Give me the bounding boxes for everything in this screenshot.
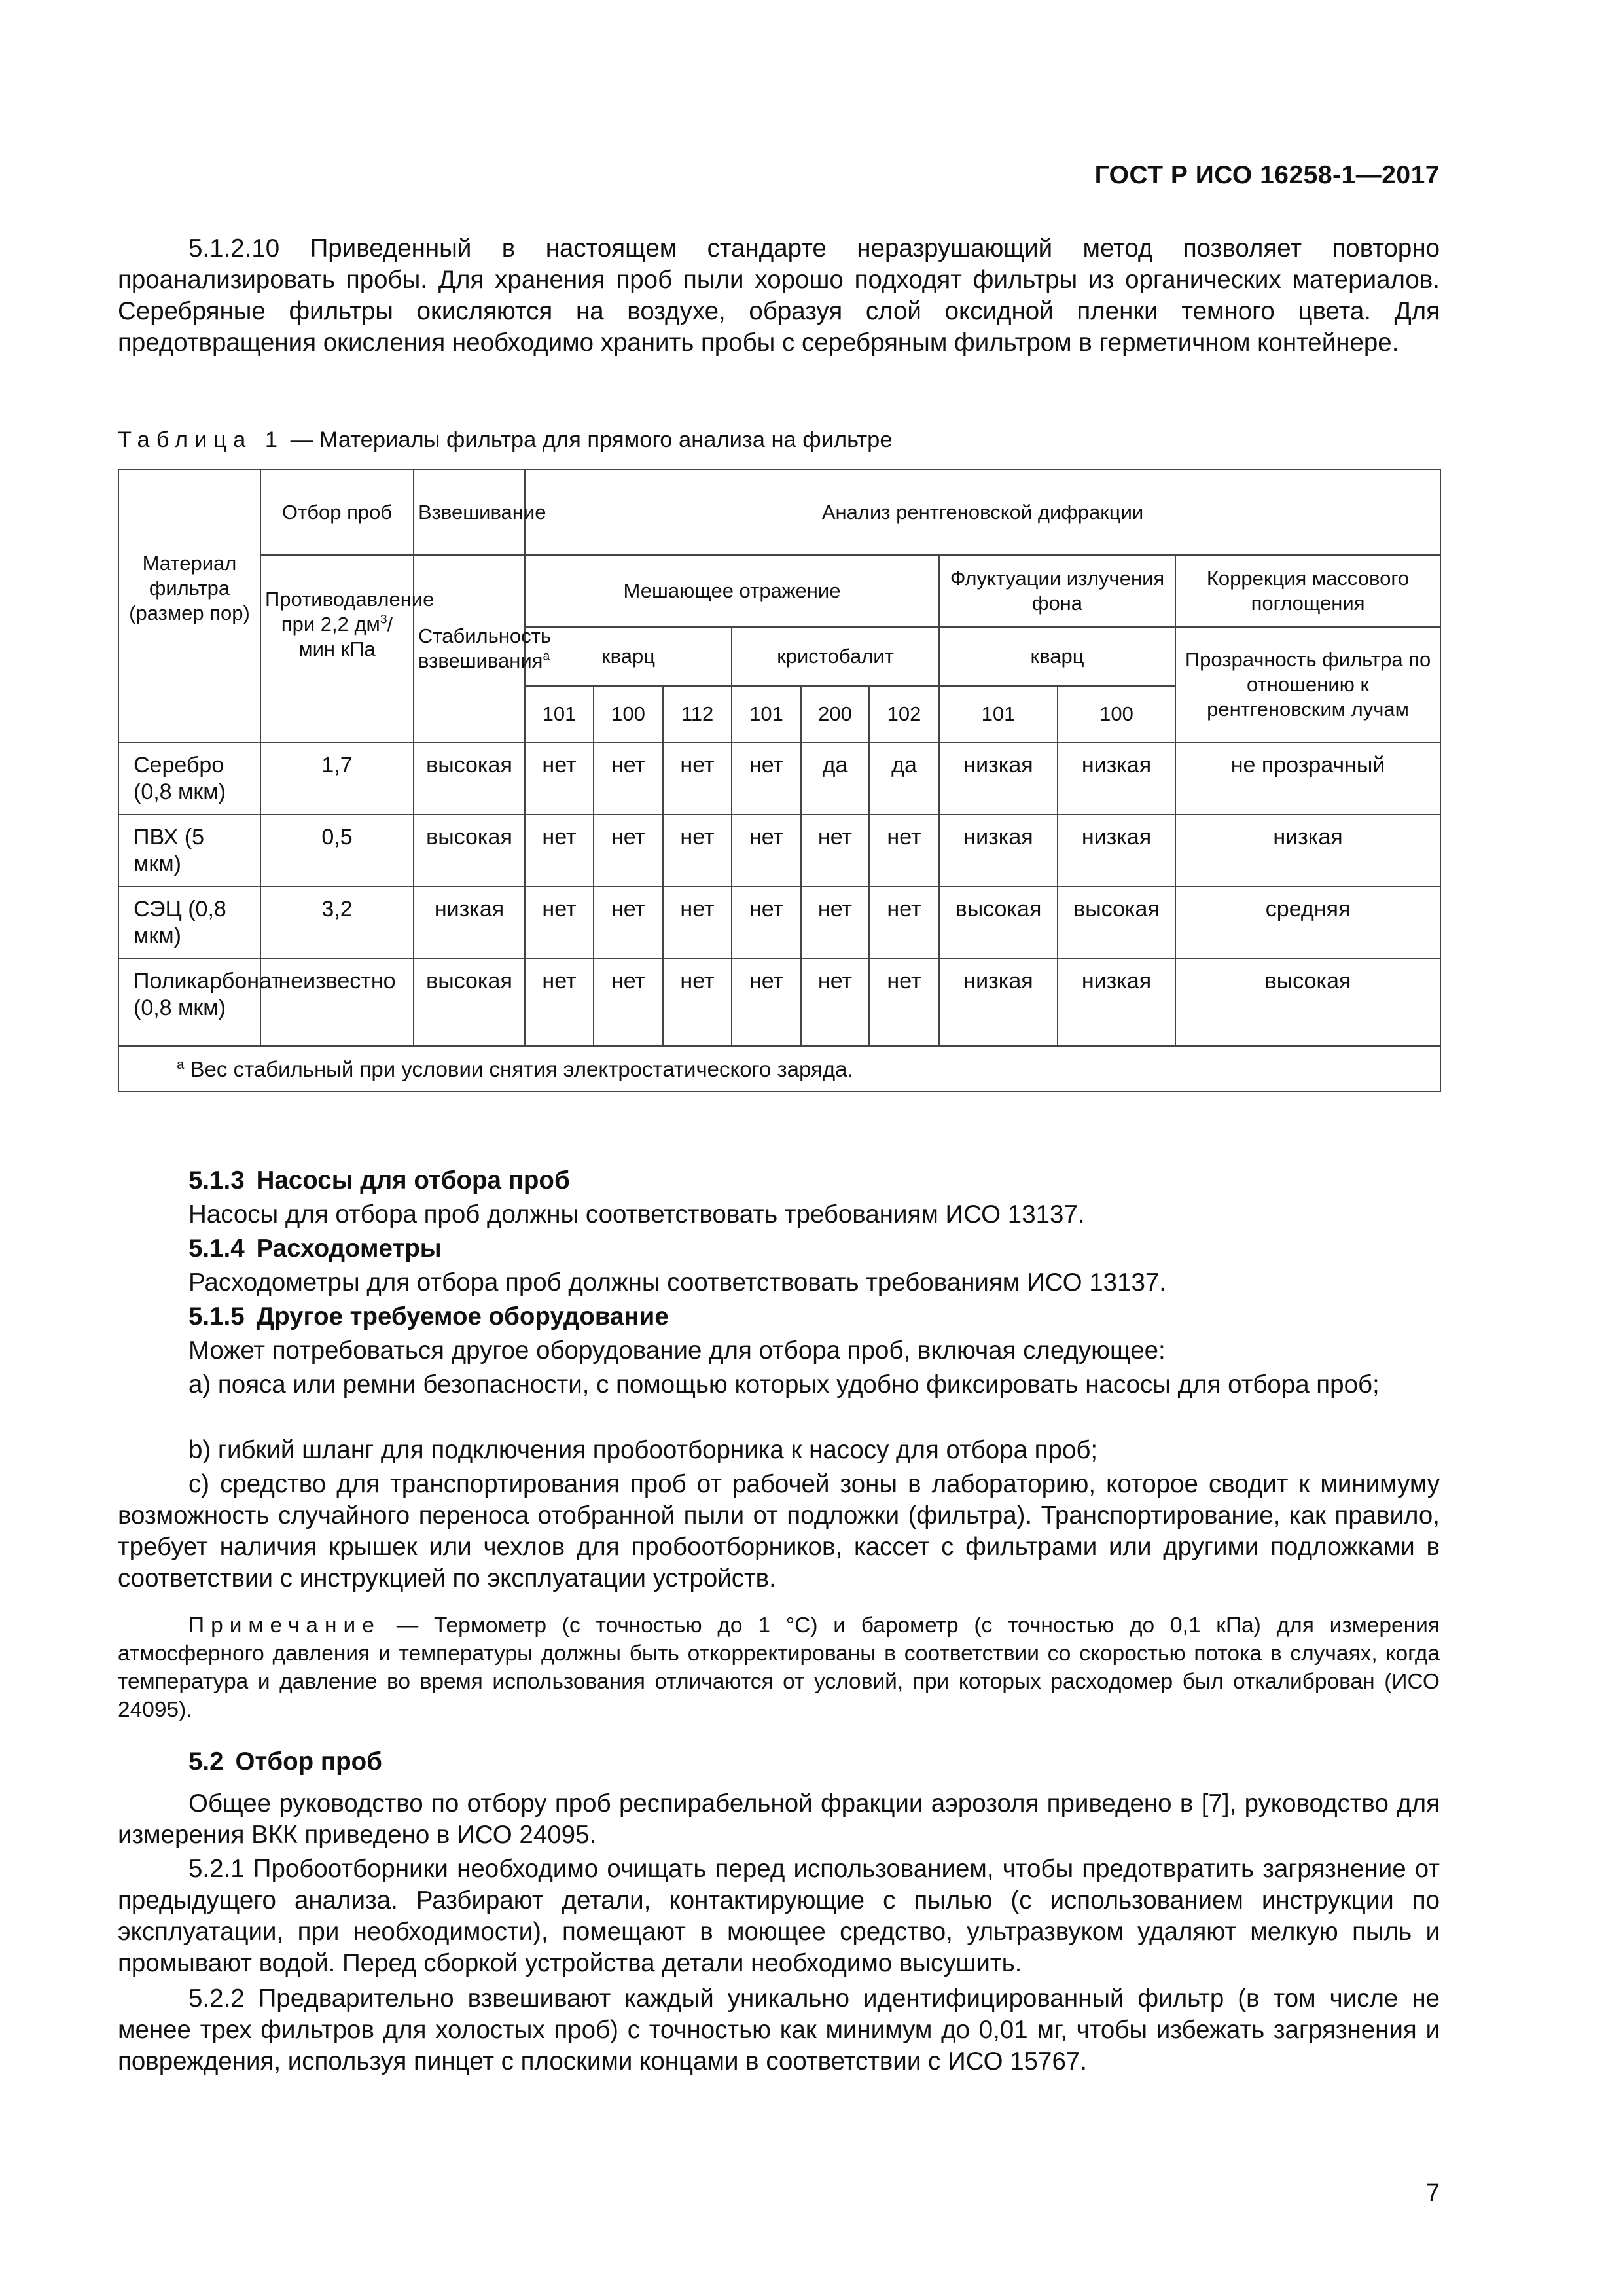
table-caption bbox=[118, 425, 893, 454]
paragraph-5-1-3: Насосы для отбора проб должны соответствовать требованиям ИСО 13137. bbox=[188, 1200, 1085, 1229]
cell-c200: нет bbox=[801, 814, 869, 886]
table-row bbox=[118, 886, 1440, 958]
header-q101: 101 bbox=[525, 686, 594, 742]
paragraph-5-2-2: 5.2.2 Предварительно взвешивают каждый уникально идентифицированный фильтр (в том числе не менее трех фильтров для холостых проб) с точностью как минимум до 0,01 мг, чтобы избежать загрязнения и повреждения, используя пинцет с плоскими концами в соответствии с ИСО 15767. bbox=[118, 1984, 1440, 2075]
list-item-b: b) гибкий шланг для подключения пробоотборника к насосу для отбора проб; bbox=[188, 1436, 1098, 1464]
cell-q100: нет bbox=[594, 742, 663, 814]
cell-transparency: не прозрачный bbox=[1175, 742, 1440, 814]
cell-f101: низкая bbox=[939, 814, 1058, 886]
cell-stability: высокая bbox=[414, 742, 525, 814]
cell-c102: нет bbox=[869, 958, 939, 1046]
header-backpressure: Противодавление при 2,2 $дм^3$/мин кПа bbox=[260, 555, 414, 742]
header-q100: 100 bbox=[594, 686, 663, 742]
cell-f100: низкая bbox=[1058, 814, 1175, 886]
list-item-c: c) средство для транспортирования проб от рабочей зоны в лабораторию, которое сводит к минимуму возможность случайного переноса отобранной пыли от подложки (фильтра). Транспортирование, как правило, требует наличия крышек или чехлов для пробоотборников, кассет с фильтрами или другими подложками в соответствии с инструкцией по эксплуатации устройств. bbox=[118, 1470, 1440, 1592]
cell-q112: нет bbox=[663, 742, 732, 814]
document-page bbox=[118, 0, 1440, 2296]
cell-stability: высокая bbox=[414, 814, 525, 886]
paragraph-5-1-2-10: 5.1.2.10 Приведенный в настоящем стандарте неразрушающий метод позволяет повторно проанализировать пробы. Для хранения проб пыли хорошо подходят фильтры из органических материалов. Серебряные фильтры окисляются на воздухе, образуя слой оксидной пленки темного цвета. Для предотвращения окисления необходимо хранить пробы с серебряным фильтром в герметичном контейнере. bbox=[118, 234, 1440, 357]
header-cristobalite: кристобалит bbox=[732, 627, 939, 686]
cell-q100: нет bbox=[594, 886, 663, 958]
header-f100: 100 bbox=[1058, 686, 1175, 742]
paragraph-5-1-5: Может потребоваться другое оборудование для отбора проб, включая следующее: bbox=[188, 1336, 1166, 1365]
cell-q100: нет bbox=[594, 814, 663, 886]
cell-backpressure: неизвестно bbox=[260, 958, 414, 1046]
header-c101: 101 bbox=[732, 686, 801, 742]
table-footnote-row bbox=[118, 1046, 1440, 1092]
cell-transparency: высокая bbox=[1175, 958, 1440, 1046]
cell-f100: низкая bbox=[1058, 958, 1175, 1046]
heading-5-1-3: 5.1.3 Насосы для отбора проб bbox=[188, 1166, 570, 1194]
cell-q112: нет bbox=[663, 958, 732, 1046]
cell-f101: высокая bbox=[939, 886, 1058, 958]
cell-c200: нет bbox=[801, 958, 869, 1046]
cell-backpressure: 3,2 bbox=[260, 886, 414, 958]
cell-q112: нет bbox=[663, 814, 732, 886]
cell-q101: нет bbox=[525, 958, 594, 1046]
header-f101: 101 bbox=[939, 686, 1058, 742]
cell-backpressure: 0,5 bbox=[260, 814, 414, 886]
cell-f101: низкая bbox=[939, 958, 1058, 1046]
header-xrd: Анализ рентгеновской дифракции bbox=[525, 469, 1440, 555]
cell-q100: нет bbox=[594, 958, 663, 1046]
paragraph-5-1-4: Расходометры для отбора проб должны соответствовать требованиям ИСО 13137. bbox=[188, 1268, 1166, 1297]
heading-5-1-4: 5.1.4 Расходометры bbox=[188, 1234, 442, 1263]
header-quartz-fluct: кварц bbox=[939, 627, 1175, 686]
cell-c200: да bbox=[801, 742, 869, 814]
cell-q101: нет bbox=[525, 742, 594, 814]
header-q112: 112 bbox=[663, 686, 732, 742]
header-stability: Стабильность взвешивания$^a$ bbox=[414, 555, 525, 742]
cell-material: Поликарбонат (0,8 мкм) bbox=[118, 958, 260, 1046]
header-fluctuations: Флуктуации излучения фона bbox=[939, 555, 1175, 627]
table-row bbox=[118, 958, 1440, 1046]
header-weighing: Взвешивание bbox=[414, 469, 525, 555]
header-transparency: Прозрачность фильтра по отношению к рентгеновским лучам bbox=[1175, 627, 1440, 742]
header-c102: 102 bbox=[869, 686, 939, 742]
filter-materials-table bbox=[118, 469, 1441, 1092]
cell-backpressure: 1,7 bbox=[260, 742, 414, 814]
cell-q101: нет bbox=[525, 814, 594, 886]
header-correction: Коррекция массового поглощения bbox=[1175, 555, 1440, 627]
cell-f101: низкая bbox=[939, 742, 1058, 814]
paragraph-5-2: Общее руководство по отбору проб респирабельной фракции аэрозоля приведено в [7], руководство для измерения ВКК приведено в ИСО 24095. bbox=[118, 1789, 1440, 1849]
header-interference: Мешающее отражение bbox=[525, 555, 939, 627]
list-item-a: a) пояса или ремни безопасности, с помощью которых удобно фиксировать насосы для отбора проб; bbox=[188, 1371, 1380, 1399]
cell-c102: нет bbox=[869, 886, 939, 958]
cell-c101: нет bbox=[732, 742, 801, 814]
note bbox=[118, 1611, 1440, 1724]
table-caption-label: Таблица 1 bbox=[118, 427, 285, 452]
cell-material: Серебро (0,8 мкм) bbox=[118, 742, 260, 814]
cell-c102: да bbox=[869, 742, 939, 814]
header-material: Материал фильтра (размер пор) bbox=[118, 469, 260, 742]
table-caption-text: — Материалы фильтра для прямого анализа на фильтре bbox=[284, 427, 893, 452]
cell-f100: низкая bbox=[1058, 742, 1175, 814]
table-row bbox=[118, 814, 1440, 886]
header-c200: 200 bbox=[801, 686, 869, 742]
heading-5-1-5: 5.1.5 Другое требуемое оборудование bbox=[188, 1302, 669, 1331]
cell-c101: нет bbox=[732, 886, 801, 958]
table-footnote: $^a$ Вес стабильный при условии снятия электростатического заряда. bbox=[118, 1046, 1440, 1092]
cell-stability: высокая bbox=[414, 958, 525, 1046]
cell-material: ПВХ (5 мкм) bbox=[118, 814, 260, 886]
header-sampling: Отбор проб bbox=[260, 469, 414, 555]
table-row bbox=[118, 742, 1440, 814]
note-label: Примечание bbox=[188, 1613, 381, 1638]
cell-transparency: низкая bbox=[1175, 814, 1440, 886]
cell-q101: нет bbox=[525, 886, 594, 958]
cell-c102: нет bbox=[869, 814, 939, 886]
cell-c200: нет bbox=[801, 886, 869, 958]
header-quartz: кварц bbox=[525, 627, 732, 686]
cell-transparency: средняя bbox=[1175, 886, 1440, 958]
cell-q112: нет bbox=[663, 886, 732, 958]
heading-5-2: 5.2 Отбор проб bbox=[188, 1748, 382, 1776]
cell-c101: нет bbox=[732, 958, 801, 1046]
note-text: — Термометр (с точностью до 1 °С) и барометр (с точностью до 0,1 кПа) для измерения атмосферного давления и температуры должны быть откорректированы в соответствии со скоростью потока в случаях, когда температура и давление во время использования отличаются от условий, при которых расходомер был откалиброван (ИСО 24095). bbox=[118, 1613, 1440, 1722]
cell-material: СЭЦ (0,8 мкм) bbox=[118, 886, 260, 958]
cell-f100: высокая bbox=[1058, 886, 1175, 958]
page-number: 7 bbox=[1425, 2179, 1440, 2207]
cell-stability: низкая bbox=[414, 886, 525, 958]
document-code-header: ГОСТ Р ИСО 16258-1—2017 bbox=[1094, 161, 1440, 189]
paragraph-5-2-1: 5.2.1 Пробоотборники необходимо очищать перед использованием, чтобы предотвратить загрязнение от предыдущего анализа. Разбирают детали, контактирующие с пылью (с использованием инструкции по эксплуатации, при необходимости), помещают в моющее средство, ультразвуком удаляют мелкую пыль и промывают водой. Перед сборкой устройства детали необходимо высушить. bbox=[118, 1855, 1440, 1977]
cell-c101: нет bbox=[732, 814, 801, 886]
